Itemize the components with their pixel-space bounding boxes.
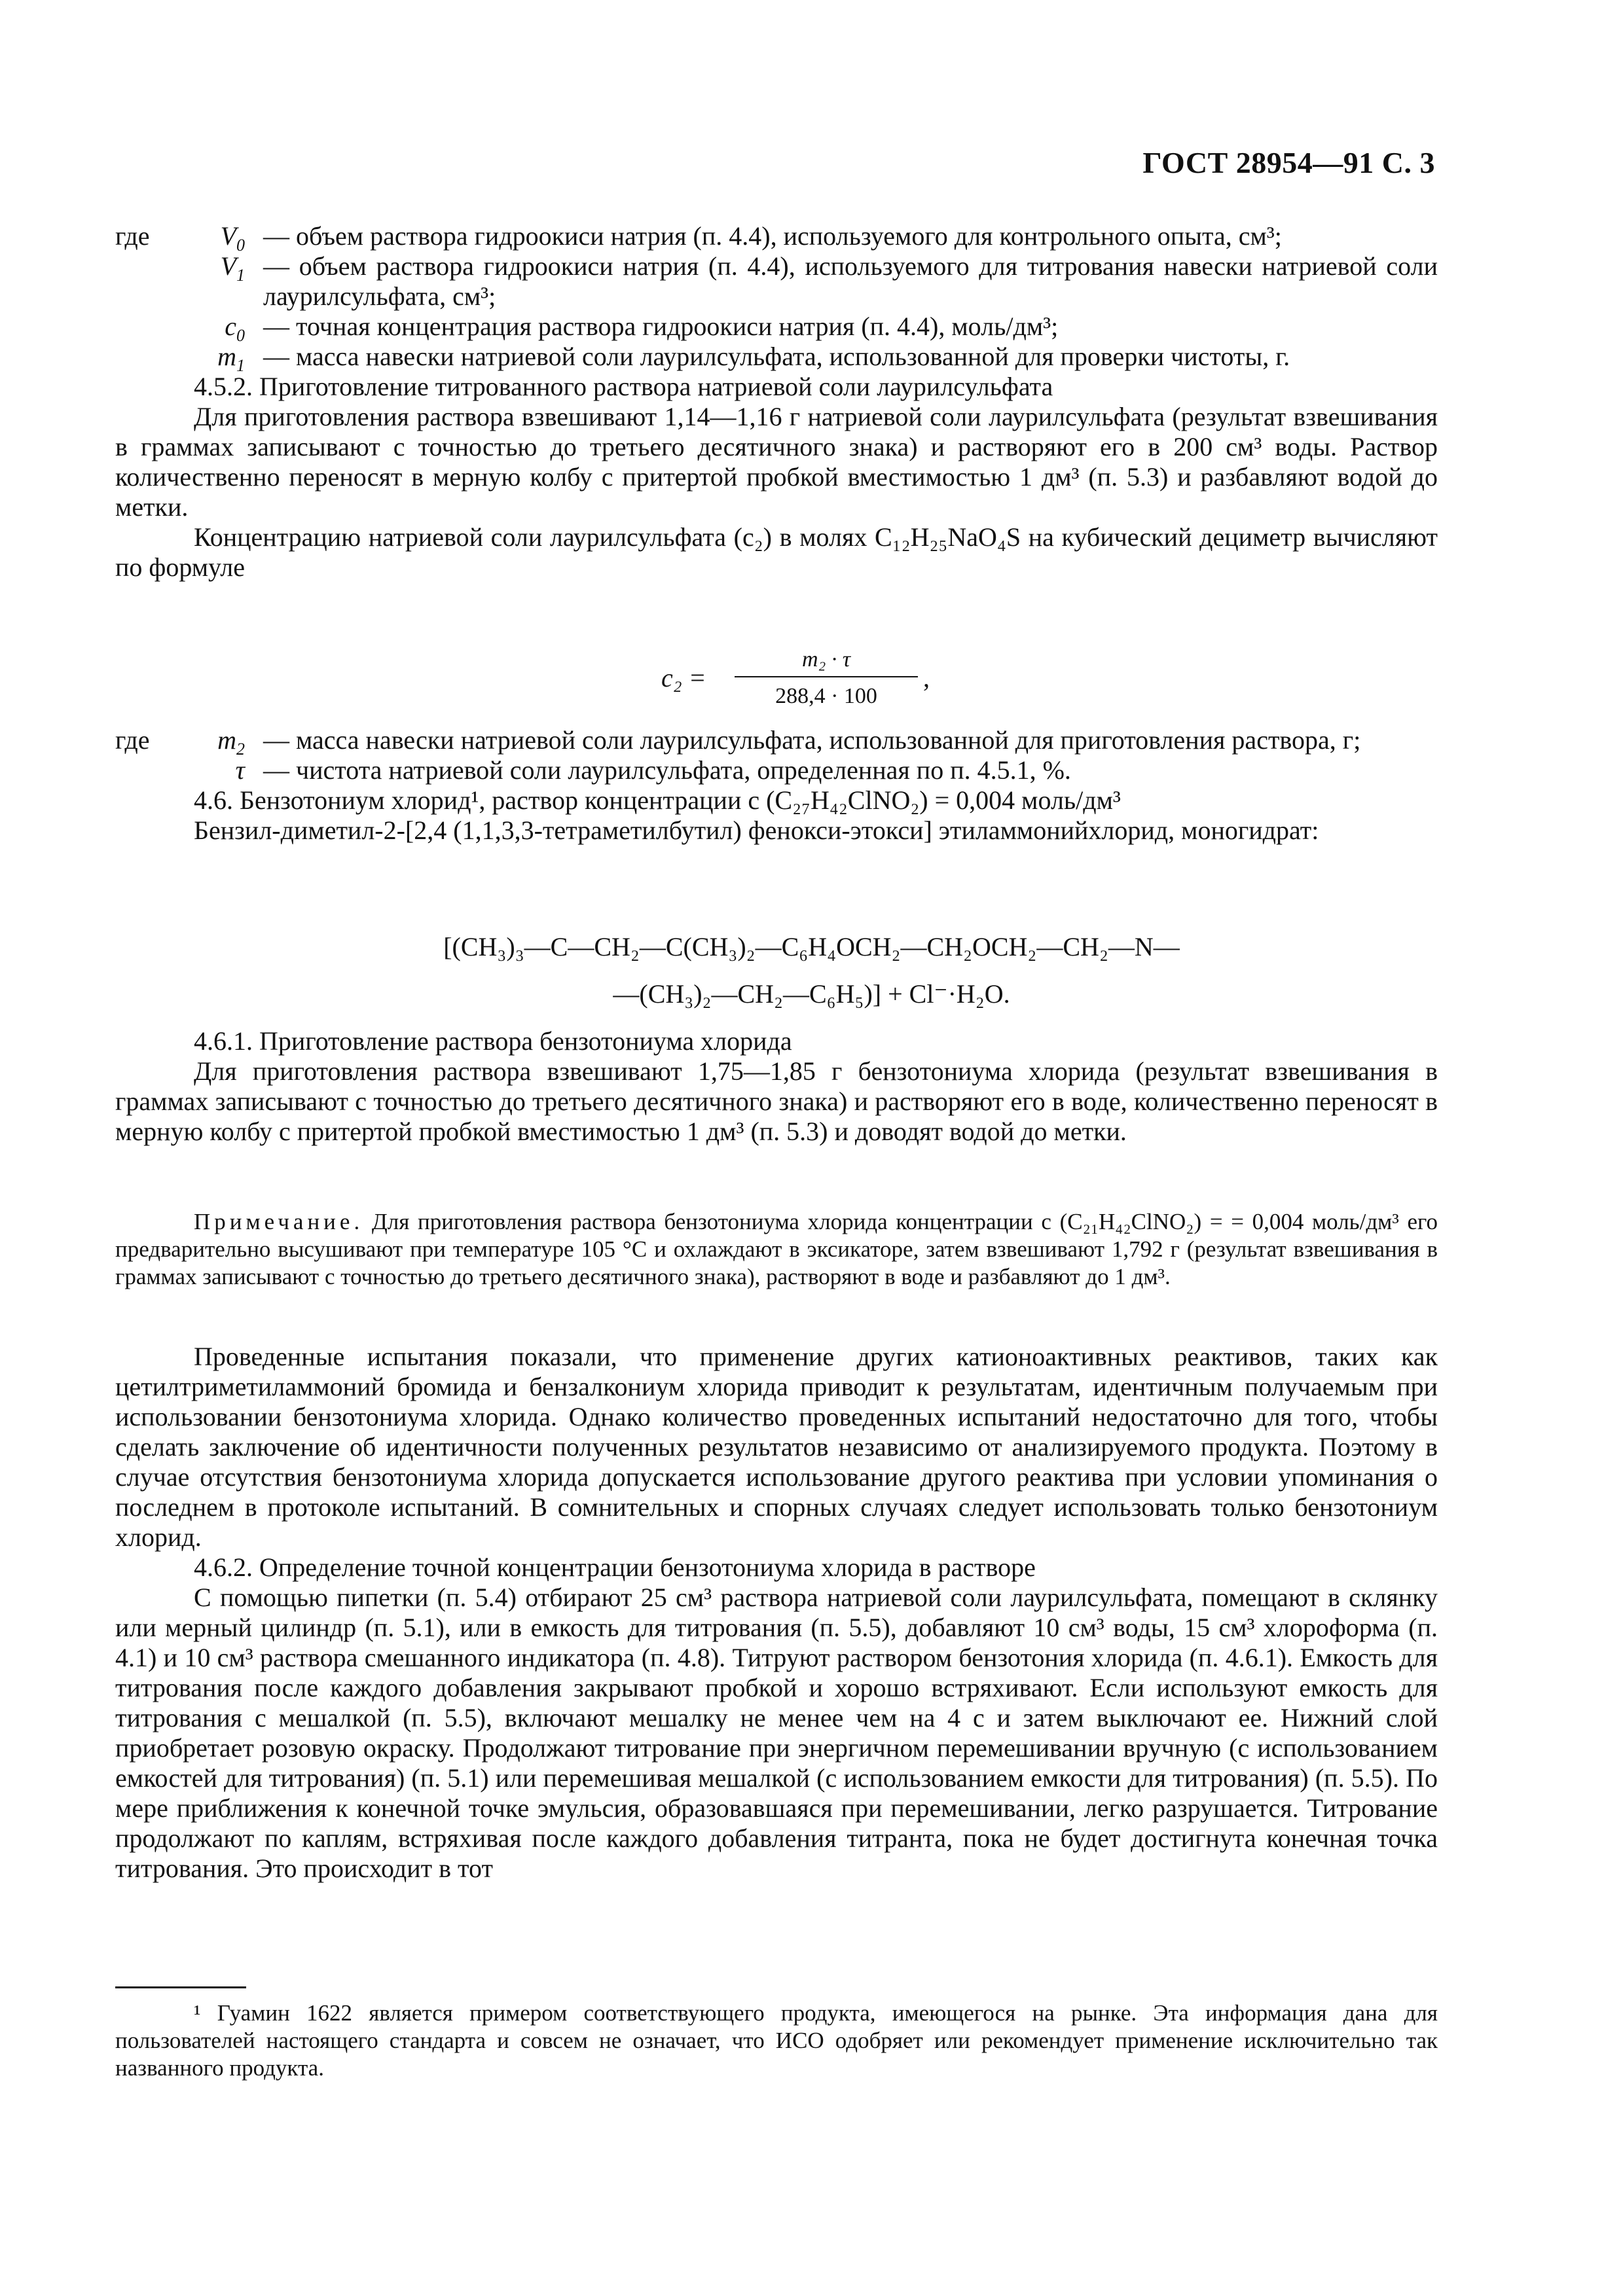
definition-var: m <box>217 342 236 371</box>
page-header: ГОСТ 28954—91 С. 3 <box>1142 146 1435 179</box>
definition-row <box>115 312 1438 345</box>
definition-where: где <box>115 725 150 755</box>
definition-text: — масса навески натриевой соли лаурилсульфата, использованной для приготовления раствора, г; <box>263 725 1361 755</box>
section-4-6-2-paragraph-1: С помощью пипетки (п. 5.4) отбирают 25 см³ раствора натриевой соли лаурилсульфата, помещают в склянку или мерный цилиндр (п. 5.1), или в емкость для титрования (п. 5.5), добавляют 10 см³ воды, 15 см³ хлороформа (п. 4.1) и 10 см³ раствора смешанного индикатора (п. 4.8). Титруют раствором бензотония хлорида (п. 4.6.1). Емкость для титрования после каждого добавления закрывают пробкой и хорошо встряхивают. Если используют емкость для титрования с мешалкой (п. 5.5), включают мешалку не менее чем на 4 с и затем выключают ее. Нижний слой приобретает розовую окраску. Продолжают титрование при энергичном перемешивании вручную (с использованием емкостей для титрования) (п. 5.1) или перемешивая мешалкой (с использованием емкости для титрования) (п. 5.5). По мере приближения к конечной точке эмульсия, образовавшаяся при перемешивании, легко разрушается. Титрование продолжают по каплям, встряхивая после каждого добавления титранта, пока не будет достигнута конечная точка титрования. Это происходит в тот <box>115 1583 1438 1883</box>
note-label: Примечание. <box>194 1209 364 1234</box>
chemical-formula-line-2: —(CH₃)₂—CH₂—C₆H₅)] + Cl⁻·H₂O. <box>613 979 1010 1009</box>
definition-text: — масса навески натриевой соли лаурилсульфата, использованной для проверки чистоты, г. <box>263 342 1290 371</box>
section-4-6-1 <box>115 1026 1438 1147</box>
definitions-block-1 <box>115 221 1438 583</box>
definition-var: V <box>220 221 236 251</box>
formula-lhs: c₂ = <box>661 663 706 692</box>
definition-row <box>115 221 1438 255</box>
definition-var-sub: 1 <box>236 356 245 375</box>
definition-var-sub: 1 <box>236 266 245 285</box>
definition-row <box>115 755 1438 785</box>
section-4-6-paragraph-1: Бензил-диметил-2-[2,4 (1,1,3,3-тетраметилбутил) фенокси-этокси] этиламмонийхлорид, моногидрат: <box>194 816 1319 845</box>
definition-var: τ <box>235 755 245 785</box>
footnote-rule <box>115 1986 246 1988</box>
definition-where: где <box>115 221 150 251</box>
definition-text: — объем раствора гидроокиси натрия (п. 4.4), используемого для контрольного опыта, см³; <box>263 221 1282 251</box>
formula-denominator: 288,4 · 100 <box>775 684 877 708</box>
section-tests-and-4-6-2 <box>115 1342 1438 1884</box>
footnote: ¹ Гуамин 1622 является примером соответствующего продукта, имеющегося на рынке. Эта информация дана для пользователей настоящего стандарта и совсем не означает, что ИСО одобряет или рекомендует применение исключительно так названного продукта. <box>115 2000 1438 2081</box>
section-4-6-1-paragraph-1: Для приготовления раствора взвешивают 1,75—1,85 г бензотониума хлорида (результат взвешивания в граммах записывают с точностью до третьего десятичного знака) и растворяют его в воде, количественно переносят в мерную колбу с притертой пробкой вместимостью 1 дм³ (п. 5.3) и доводят водой до метки. <box>115 1056 1438 1146</box>
definition-row <box>115 725 1438 759</box>
formula-tail: , <box>923 663 930 692</box>
note-block <box>115 1208 1438 1291</box>
definition-var: c <box>225 312 236 341</box>
definition-row <box>115 342 1438 375</box>
section-4-5-2-paragraph-1: Для приготовления раствора взвешивают 1,14—1,16 г натриевой соли лаурилсульфата (результат взвешивания в граммах записывают с точностью до третьего десятичного знака) и растворяют его в 200 см³ воды. Раствор количественно переносят в мерную колбу с притертой пробкой вместимостью 1 дм³ (п. 5.3) и разбавляют водой до метки. <box>115 402 1438 522</box>
definition-text: — чистота натриевой соли лаурилсульфата, определенная по п. 4.5.1, %. <box>263 755 1071 785</box>
chemical-formula-line-1: [(CH₃)₃—C—CH₂—C(CH₃)₂—C₆H₄OCH₂—CH₂OCH₂—CH₂—N— <box>443 932 1180 961</box>
definition-text: — точная концентрация раствора гидроокиси натрия (п. 4.4), моль/дм³; <box>263 312 1059 341</box>
definition-var: m <box>217 725 236 755</box>
section-4-5-2-paragraph-2: Концентрацию натриевой соли лаурилсульфата (c₂) в молях C₁₂H₂₅NaO₄S на кубический дециметр вычисляют по формуле <box>115 522 1438 582</box>
definition-text: — объем раствора гидроокиси натрия (п. 4.4), используемого для титрования навески натриевой соли лаурилсульфата, см³; <box>263 251 1438 311</box>
formula-c2 <box>661 645 989 723</box>
definitions-block-2 <box>115 725 1438 846</box>
tests-paragraph: Проведенные испытания показали, что применение других катионоактивных реактивов, таких как цетилтриметиламмоний бромида и бензалкониум хлорида приводит к результатам, идентичным получаемым при использовании бензотониума хлорида. Однако количество проведенных испытаний недостаточно для того, чтобы сделать заключение об идентичности полученных результатов независимо от анализируемого продукта. Поэтому в случае отсутствия бензотониума хлорида допускается использование другого реактива при условии упоминания о последнем в протоколе испытаний. В сомнительных и спорных случаях следует использовать только бензотониум хлорид. <box>115 1342 1438 1552</box>
section-4-5-2-title: 4.5.2. Приготовление титрованного раствора натриевой соли лаурилсульфата <box>194 372 1053 401</box>
section-4-6-1-title: 4.6.1. Приготовление раствора бензотониума хлорида <box>194 1026 792 1056</box>
section-4-6-title: 4.6. Бензотониум хлорид¹, раствор концентрации c (C₂₇H₄₂ClNO₂) = 0,004 моль/дм³ <box>194 785 1121 815</box>
definition-var-sub: 0 <box>236 236 245 255</box>
definition-row <box>115 251 1438 312</box>
section-4-6-2-title: 4.6.2. Определение точной концентрации бензотониума хлорида в растворе <box>194 1552 1036 1582</box>
definition-var-sub: 2 <box>236 740 245 759</box>
fraction-bar <box>735 676 918 677</box>
formula-numerator: m₂ · τ <box>801 647 851 672</box>
note-text: Для приготовления раствора бензотониума хлорида концентрации c (C₂₁H₄₂ClNO₂) = = 0,004 моль/дм³ его предварительно высушивают при температуре 105 °C и охлаждают в эксикаторе, затем взвешивают 1,792 г (результат взвешивания в граммах записывают с точностью до третьего десятичного знака), растворяют в воде и разбавляют до 1 дм³. <box>115 1209 1438 1289</box>
definition-var: V <box>220 251 236 281</box>
definition-var-sub: 0 <box>236 326 245 345</box>
